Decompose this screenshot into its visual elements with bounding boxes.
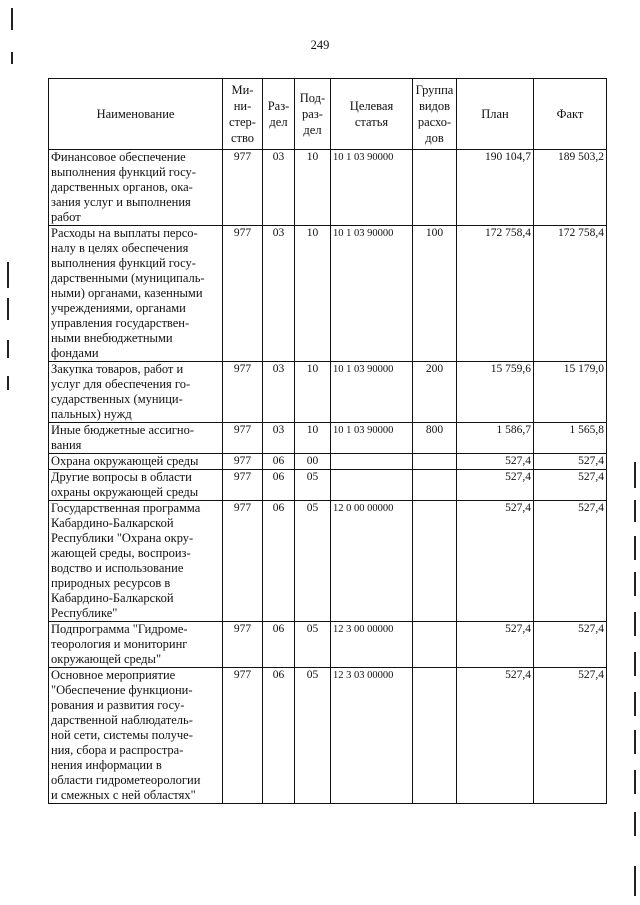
table-row bbox=[49, 226, 607, 362]
cell-group: 800 bbox=[413, 423, 457, 454]
table-row bbox=[49, 668, 607, 804]
cell-target bbox=[331, 454, 413, 470]
cell-fact: 189 503,2 bbox=[534, 150, 607, 226]
cell-subsection: 05 bbox=[295, 668, 331, 804]
scan-mark-right-7 bbox=[634, 692, 636, 716]
scan-mark-right-10 bbox=[634, 812, 636, 836]
cell-section: 03 bbox=[263, 362, 295, 423]
scan-mark-right-2 bbox=[634, 500, 636, 522]
table-row bbox=[49, 423, 607, 454]
cell-section: 06 bbox=[263, 501, 295, 622]
header-name: Наименование bbox=[49, 79, 223, 150]
cell-target: 10 1 03 90000 bbox=[331, 226, 413, 362]
cell-target: 10 1 03 90000 bbox=[331, 362, 413, 423]
cell-section: 06 bbox=[263, 470, 295, 501]
cell-plan: 527,4 bbox=[457, 622, 534, 668]
cell-section: 06 bbox=[263, 668, 295, 804]
header-target: Целевая статья bbox=[331, 79, 413, 150]
cell-plan: 527,4 bbox=[457, 454, 534, 470]
cell-plan: 527,4 bbox=[457, 501, 534, 622]
scan-mark-left-2 bbox=[11, 52, 13, 64]
header-plan: План bbox=[457, 79, 534, 150]
cell-name: Другие вопросы в области охраны окружающей среды bbox=[49, 470, 223, 501]
cell-subsection: 05 bbox=[295, 501, 331, 622]
cell-ministry: 977 bbox=[223, 622, 263, 668]
cell-ministry: 977 bbox=[223, 668, 263, 804]
cell-fact: 527,4 bbox=[534, 668, 607, 804]
cell-target: 12 3 03 00000 bbox=[331, 668, 413, 804]
header-group: Группа видов расхо- дов bbox=[413, 79, 457, 150]
cell-ministry: 977 bbox=[223, 362, 263, 423]
header-section: Раз- дел bbox=[263, 79, 295, 150]
header-ministry: Ми- ни- стер- ство bbox=[223, 79, 263, 150]
cell-section: 03 bbox=[263, 150, 295, 226]
header-fact: Факт bbox=[534, 79, 607, 150]
cell-section: 06 bbox=[263, 454, 295, 470]
cell-group bbox=[413, 470, 457, 501]
page-number: 249 bbox=[310, 38, 330, 52]
cell-group bbox=[413, 150, 457, 226]
cell-name: Охрана окружающей среды bbox=[49, 454, 223, 470]
budget-table bbox=[48, 78, 607, 804]
cell-plan: 172 758,4 bbox=[457, 226, 534, 362]
cell-section: 06 bbox=[263, 622, 295, 668]
scan-mark-left-1 bbox=[11, 8, 13, 30]
cell-group bbox=[413, 501, 457, 622]
cell-name: Финансовое обеспечение выполнения функций госу- дарственных органов, ока- зания услуг и выполнения работ bbox=[49, 150, 223, 226]
cell-fact: 172 758,4 bbox=[534, 226, 607, 362]
cell-fact: 527,4 bbox=[534, 454, 607, 470]
cell-subsection: 10 bbox=[295, 423, 331, 454]
cell-plan: 190 104,7 bbox=[457, 150, 534, 226]
cell-group: 200 bbox=[413, 362, 457, 423]
scan-mark-right-9 bbox=[634, 770, 636, 794]
cell-subsection: 05 bbox=[295, 622, 331, 668]
cell-plan: 15 759,6 bbox=[457, 362, 534, 423]
cell-ministry: 977 bbox=[223, 454, 263, 470]
cell-plan: 527,4 bbox=[457, 668, 534, 804]
cell-subsection: 10 bbox=[295, 150, 331, 226]
cell-subsection: 05 bbox=[295, 470, 331, 501]
scan-mark-right-6 bbox=[634, 652, 636, 676]
cell-ministry: 977 bbox=[223, 470, 263, 501]
cell-section: 03 bbox=[263, 423, 295, 454]
table-row bbox=[49, 362, 607, 423]
cell-group bbox=[413, 668, 457, 804]
cell-target: 10 1 03 90000 bbox=[331, 150, 413, 226]
scan-mark-left-4 bbox=[7, 298, 9, 320]
scan-mark-right-1 bbox=[634, 462, 636, 488]
header-row bbox=[49, 79, 607, 150]
cell-ministry: 977 bbox=[223, 226, 263, 362]
cell-fact: 527,4 bbox=[534, 501, 607, 622]
cell-subsection: 10 bbox=[295, 362, 331, 423]
cell-fact: 15 179,0 bbox=[534, 362, 607, 423]
cell-group bbox=[413, 622, 457, 668]
cell-fact: 527,4 bbox=[534, 470, 607, 501]
cell-plan: 1 586,7 bbox=[457, 423, 534, 454]
table-header bbox=[49, 79, 607, 150]
cell-subsection: 10 bbox=[295, 226, 331, 362]
table-row bbox=[49, 150, 607, 226]
scan-mark-left-6 bbox=[7, 376, 9, 390]
scan-mark-left-5 bbox=[7, 340, 9, 358]
cell-name: Государственная программа Кабардино-Балкарской Республики "Охрана окру- жающей среды, воспроиз- водство и использование природных ресурсов в Кабардино-Балкарской Республике" bbox=[49, 501, 223, 622]
cell-name: Подпрограмма "Гидроме- теорология и мониторинг окружающей среды" bbox=[49, 622, 223, 668]
cell-target: 10 1 03 90000 bbox=[331, 423, 413, 454]
cell-name: Расходы на выплаты персо- налу в целях обеспечения выполнения функций госу- дарственными (муниципаль- ными) органами, казенными учреждениями, органами управления государствен- ными внебюджетными фондами bbox=[49, 226, 223, 362]
cell-target: 12 0 00 00000 bbox=[331, 501, 413, 622]
cell-fact: 1 565,8 bbox=[534, 423, 607, 454]
cell-group: 100 bbox=[413, 226, 457, 362]
cell-name: Закупка товаров, работ и услуг для обеспечения го- сударственных (муници- пальных) нужд bbox=[49, 362, 223, 423]
table-row bbox=[49, 470, 607, 501]
cell-plan: 527,4 bbox=[457, 470, 534, 501]
cell-ministry: 977 bbox=[223, 501, 263, 622]
scan-mark-left-3 bbox=[7, 262, 9, 288]
scan-mark-right-11 bbox=[634, 866, 636, 896]
cell-fact: 527,4 bbox=[534, 622, 607, 668]
header-subsection: Под- раз- дел bbox=[295, 79, 331, 150]
table-body bbox=[49, 150, 607, 804]
cell-name: Иные бюджетные ассигно- вания bbox=[49, 423, 223, 454]
scan-mark-right-4 bbox=[634, 572, 636, 596]
scan-mark-right-3 bbox=[634, 536, 636, 560]
cell-section: 03 bbox=[263, 226, 295, 362]
cell-group bbox=[413, 454, 457, 470]
table-row bbox=[49, 501, 607, 622]
cell-target bbox=[331, 470, 413, 501]
cell-name: Основное мероприятие "Обеспечение функциони- рования и развития госу- дарственной наблюдатель- ной сети, системы получе- ния, сбора и распростра- нения информации в области гидрометеорологии и смежных с ней областях" bbox=[49, 668, 223, 804]
scan-mark-right-8 bbox=[634, 730, 636, 754]
cell-subsection: 00 bbox=[295, 454, 331, 470]
cell-ministry: 977 bbox=[223, 423, 263, 454]
cell-ministry: 977 bbox=[223, 150, 263, 226]
scan-mark-right-5 bbox=[634, 612, 636, 636]
cell-target: 12 3 00 00000 bbox=[331, 622, 413, 668]
table-row bbox=[49, 454, 607, 470]
table-row bbox=[49, 622, 607, 668]
